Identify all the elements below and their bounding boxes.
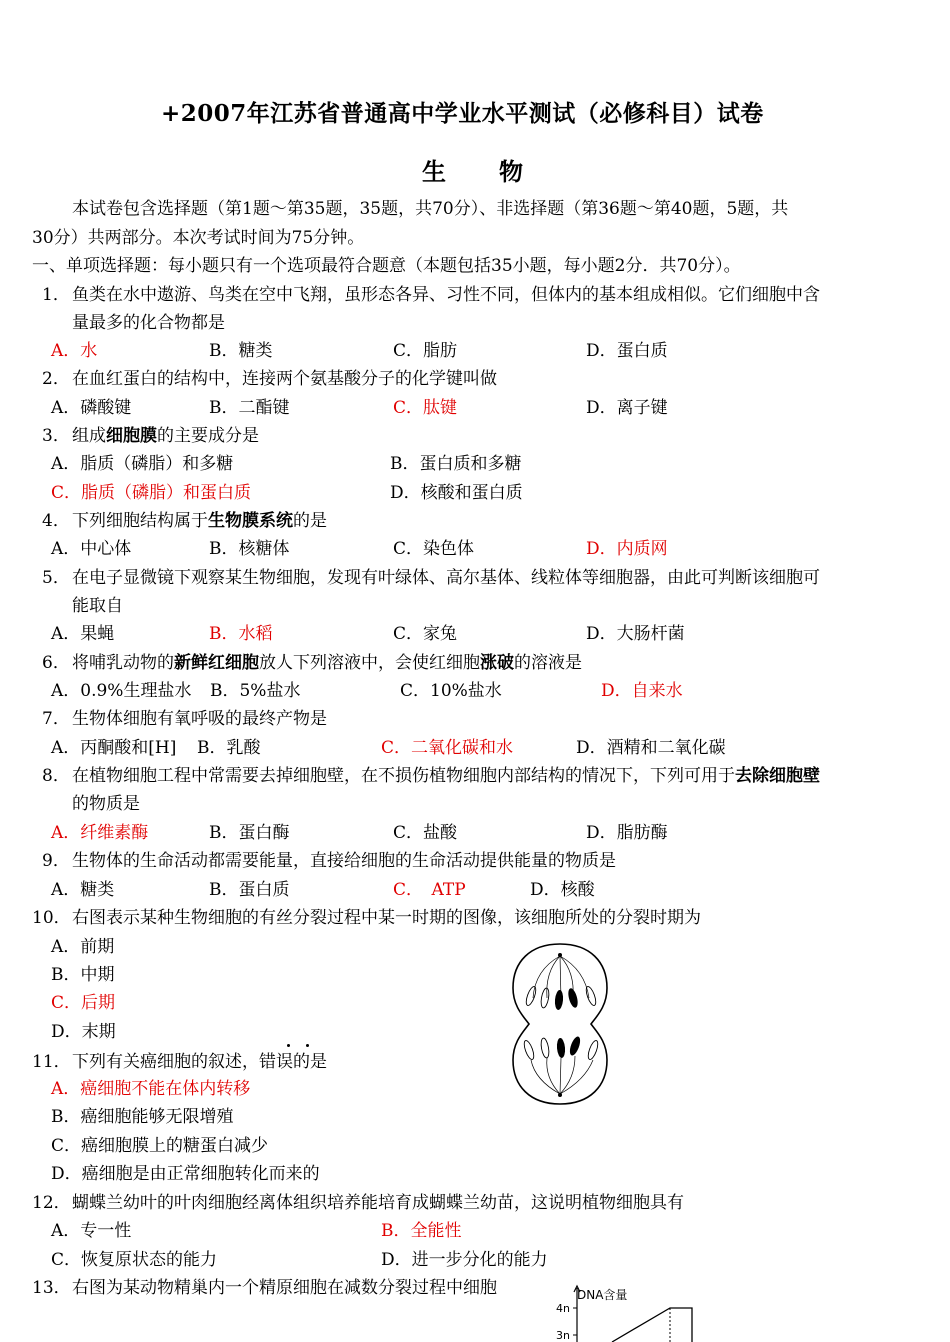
q6-option-a: A．0.9%生理盐水 [51,681,192,701]
q11-option-c: C．癌细胞膜上的糖蛋白减少 [51,1136,269,1156]
q3-stem-pre: 组成 [72,426,106,446]
subject-char-1: 生 [422,157,446,186]
q13-number: 13． [32,1278,71,1298]
q6-number: 6． [42,653,70,673]
q11-number: 11． [32,1052,71,1072]
q5-option-b: B．水稻 [209,624,273,644]
dna-curve [612,1308,692,1342]
dna-content-figure [552,1284,702,1342]
q8-option-b: B．蛋白酶 [209,823,290,843]
q1-number: 1． [42,285,70,305]
q5-number: 5． [42,568,70,588]
dna-axis-label: DNA含量 [577,1288,628,1302]
q1-stem-line-2: 量最多的化合物都是 [72,313,225,333]
q1-option-c: C．脂肪 [393,341,458,361]
q2-number: 2． [42,369,70,389]
q9-option-a: A．糖类 [51,880,115,900]
emphasis-dot-1 [287,1044,290,1047]
q2-option-b: B．二酯键 [209,398,290,418]
q11-option-b: B．癌细胞能够无限增殖 [51,1107,234,1127]
q5-option-d: D．大肠杆菌 [586,624,685,644]
q3-stem-bold: 细胞膜 [106,426,157,446]
q8-option-a: A．纤维素酶 [51,823,149,843]
intro-line-2: 30分）共两部分。本次考试时间为75分钟。 [32,228,365,248]
intro-line-1: 本试卷包含选择题（第1题～第35题，35题，共70分）、非选择题（第36题～第40题，5题，共 [72,199,789,219]
q7-stem: 生物体细胞有氧呼吸的最终产物是 [72,709,327,729]
q3-option-c: C．脂质（磷脂）和蛋白质 [51,483,252,503]
q5-stem-line-1: 在电子显微镜下观察某生物细胞，发现有叶绿体、高尔基体、线粒体等细胞器，由此可判断该细胞可 [72,568,820,588]
q8-stem-line-2: 的物质是 [72,794,140,814]
q1-option-d: D．蛋白质 [586,341,668,361]
q6-option-b: B．5%盐水 [210,681,301,701]
q12-stem: 蝴蝶兰幼叶的叶肉细胞经离体组织培养能培育成蝴蝶兰幼苗，这说明植物细胞具有 [72,1193,684,1213]
q12-number: 12． [32,1193,71,1213]
q3-option-d: D．核酸和蛋白质 [390,483,523,503]
q1-option-b: B．糖类 [209,341,273,361]
q6-option-c: C．10%盐水 [400,681,502,701]
q4-stem-post: 的是 [293,511,327,531]
q6-stem-mid: 放人下列溶液中，会使红细胞 [259,653,480,673]
q10-stem: 右图表示某种生物细胞的有丝分裂过程中某一时期的图像，该细胞所处的分裂时期为 [72,908,701,928]
upper-centriole [558,953,562,957]
q11-option-a: A．癌细胞不能在体内转移 [51,1079,251,1099]
q6-stem [72,652,582,674]
q10-option-b: B．中期 [51,965,115,985]
q7-option-a: A．丙酮酸和[H] [51,738,177,758]
q3-option-b: B．蛋白质和多糖 [390,454,522,474]
q4-stem [72,510,327,532]
q2-option-a: A．磷酸键 [51,398,132,418]
q10-option-a: A．前期 [51,937,115,957]
q8-stem-pre: 在植物细胞工程中常需要去掉细胞壁，在不损伤植物细胞内部结构的情况下，下列可用于 [72,766,735,786]
q3-stem [72,425,259,447]
q2-option-d: D．离子键 [586,398,668,418]
subject-char-2: 物 [499,157,523,186]
q12-option-a: A．专一性 [51,1221,132,1241]
lower-spindle [531,1056,593,1094]
q4-stem-bold: 生物膜系统 [208,511,293,531]
q5-stem-line-2: 能取自 [72,596,123,616]
q4-number: 4． [42,511,70,531]
q2-stem: 在血红蛋白的结构中，连接两个氨基酸分子的化学键叫做 [72,369,497,389]
q6-stem-bold-2: 涨破 [480,653,514,673]
tick-3n-label: 3n [556,1329,570,1342]
lower-chromosomes [522,1035,599,1060]
q10-option-d: D．末期 [51,1022,116,1042]
q4-option-d: D．内质网 [586,539,668,559]
q6-stem-pre: 将哺乳动物的 [72,653,174,673]
emphasis-dot-2 [306,1044,309,1047]
q9-option-b: B．蛋白质 [209,880,290,900]
q9-option-c: C． ATP [393,880,466,900]
q8-option-d: D．脂肪酶 [586,823,668,843]
q10-number: 10． [32,908,71,928]
q4-stem-pre: 下列细胞结构属于 [72,511,208,531]
q8-number: 8． [42,766,70,786]
mitosis-cell-figure [505,940,615,1108]
q1-stem-line-1: 鱼类在水中遨游、鸟类在空中飞翔，虽形态各异、习性不同，但体内的基本组成相似。它们细胞中含 [72,285,820,305]
q11-stem: 下列有关癌细胞的叙述，错误的是 [72,1052,327,1072]
q13-stem: 右图为某动物精巢内一个精原细胞在减数分裂过程中细胞 [72,1278,497,1298]
q6-stem-post: 的溶液是 [514,653,582,673]
q2-option-c: C．肽键 [393,398,458,418]
q4-option-c: C．染色体 [393,539,475,559]
q6-stem-bold-1: 新鲜红细胞 [174,653,259,673]
q7-option-b: B．乳酸 [197,738,261,758]
q8-stem-bold: 去除细胞壁 [735,766,820,786]
q12-option-b: B．全能性 [381,1221,462,1241]
q7-option-d: D．酒精和二氧化碳 [576,738,726,758]
q7-option-c: C．二氧化碳和水 [381,738,514,758]
q4-option-b: B．核糖体 [209,539,290,559]
q12-option-c: C．恢复原状态的能力 [51,1250,218,1270]
q9-option-d: D．核酸 [530,880,595,900]
q11-option-d: D．癌细胞是由正常细胞转化而来的 [51,1164,320,1184]
tick-4n-label: 4n [556,1302,570,1315]
q9-stem: 生物体的生命活动都需要能量，直接给细胞的生命活动提供能量的物质是 [72,851,616,871]
q9-number: 9． [42,851,70,871]
q5-option-c: C．家兔 [393,624,458,644]
q4-option-a: A．中心体 [51,539,132,559]
section-heading: 一、单项选择题：每小题只有一个选项最符合题意（本题包括35小题，每小题2分．共70分）。 [32,256,741,276]
q12-option-d: D．进一步分化的能力 [381,1250,548,1270]
q1-option-a: A．水 [51,341,98,361]
q3-stem-post: 的主要成分是 [157,426,259,446]
q7-number: 7． [42,709,70,729]
q5-option-a: A．果蝇 [51,624,115,644]
q8-stem-line-1 [72,765,820,787]
q6-option-d: D．自来水 [601,681,683,701]
page-title: +2007年江苏省普通高中学业水平测试（必修科目）试卷 [161,100,764,127]
q10-option-c: C．后期 [51,993,116,1013]
lower-centriole [558,1093,562,1097]
q3-number: 3． [42,426,70,446]
q8-option-c: C．盐酸 [393,823,458,843]
q3-option-a: A．脂质（磷脂）和多糖 [51,454,234,474]
